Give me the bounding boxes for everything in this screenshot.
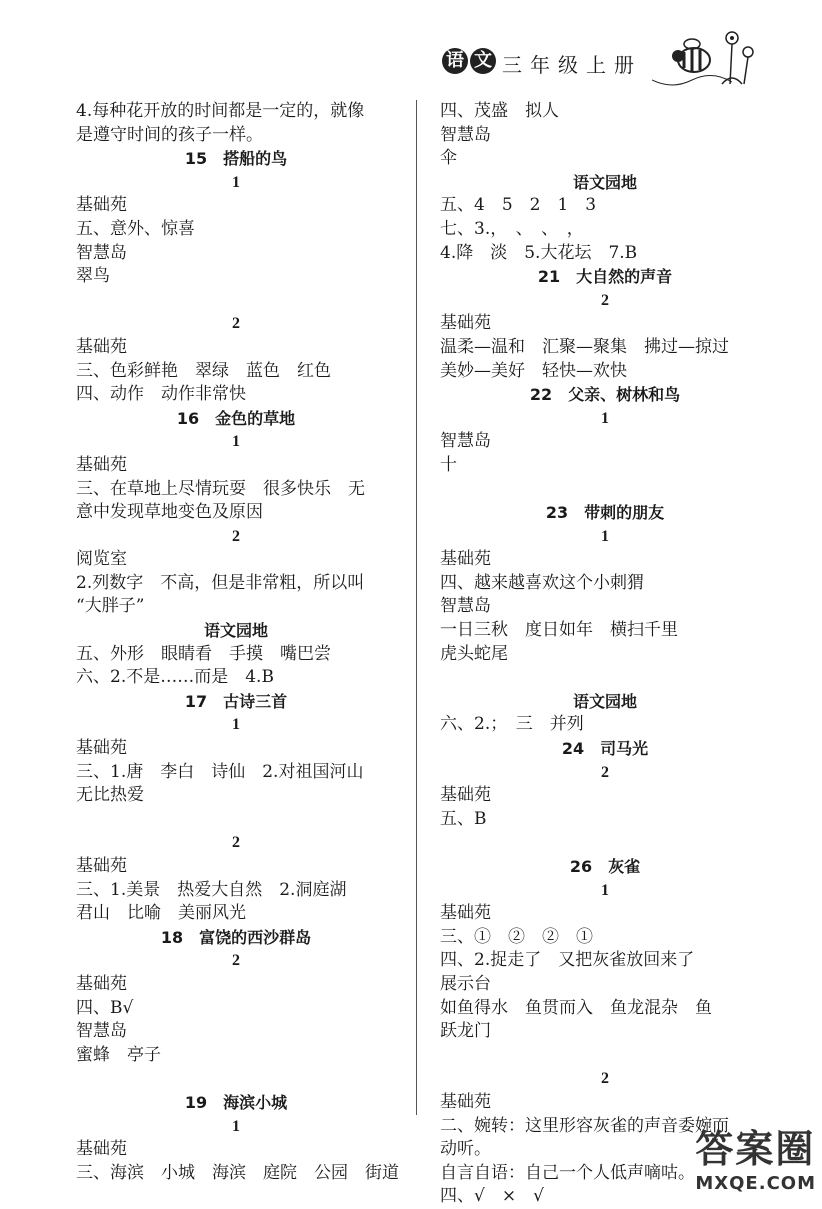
answer-line: 智慧岛 (440, 124, 491, 145)
section-number: 2 (232, 527, 240, 545)
spacer (440, 1044, 770, 1068)
answer-line: 基础苑 (440, 903, 491, 924)
answer-line: 一日三秋 度日如年 横扫千里 (440, 620, 678, 641)
lesson-title: 语文园地 (572, 172, 637, 192)
lesson-title: 21 大自然的声音 (537, 267, 673, 287)
lesson-title: 语文园地 (572, 691, 637, 711)
answer-line: 君山 比喻 美丽风光 (76, 903, 246, 924)
answer-line: 蜜蜂 亭子 (76, 1044, 161, 1065)
lesson-title: 15 搭船的鸟 (184, 149, 288, 169)
section-number: 2 (601, 291, 609, 309)
section-number: 2 (232, 315, 240, 333)
lesson-title: 23 带刺的朋友 (545, 503, 665, 523)
answer-line: 基础苑 (440, 785, 491, 806)
answer-line: 是遵守时间的孩子一样。 (76, 124, 263, 145)
answer-line: 温柔—温和 汇聚—聚集 拂过—掠过 (440, 336, 729, 357)
answer-line: 动听。 (440, 1139, 491, 1160)
answer-line: 如鱼得水 鱼贯而入 鱼龙混杂 鱼 (440, 997, 712, 1018)
answer-line: 七、3.， 、 、 ， (440, 218, 584, 239)
answer-line: 展示台 (440, 973, 491, 994)
answer-line: 基础苑 (440, 549, 491, 570)
watermark (695, 1118, 816, 1194)
page-header (442, 40, 762, 90)
section-number: 2 (601, 763, 609, 781)
answer-line: 六、2.； 三 并列 (440, 714, 584, 735)
lesson-title: 22 父亲、树林和鸟 (529, 385, 681, 405)
section-number: 2 (232, 834, 240, 852)
section-number: 1 (232, 1117, 240, 1135)
answer-line: 四、B√ (76, 997, 134, 1018)
section-number: 1 (232, 433, 240, 451)
spacer (440, 666, 770, 690)
watermark-text: 答案圈 (695, 1127, 816, 1171)
section-number: 1 (601, 527, 609, 545)
spacer (440, 478, 770, 502)
answer-line: 智慧岛 (76, 242, 127, 263)
answer-column-left (76, 100, 399, 1185)
answer-line: 三、1.唐 李白 诗仙 2.对祖国河山 (76, 761, 364, 782)
spacer (440, 831, 770, 855)
answer-line: 跃龙门 (440, 1021, 491, 1042)
lesson-title: 18 富饶的西沙群岛 (160, 927, 312, 947)
lesson-title: 语文园地 (203, 621, 268, 641)
answer-line: 五、B (440, 808, 487, 829)
answer-line: 无比热爱 (76, 785, 144, 806)
answer-line: 二、婉转：这里形容灰雀的声音委婉而 (440, 1115, 729, 1136)
answer-line: 基础苑 (440, 1091, 491, 1112)
answer-line: 六、2.不是……而是 4.B (76, 667, 274, 688)
answer-line: 四、越来越喜欢这个小刺猬 (440, 572, 644, 593)
spacer (76, 808, 396, 832)
answer-line: 十 (440, 454, 457, 475)
answer-line: 基础苑 (76, 454, 127, 475)
answer-line: 五、外形 眼睛看 手摸 嘴巴尝 (76, 643, 331, 664)
answer-line: 4.每种花开放的时间都是一定的，就像 (76, 101, 365, 121)
answer-line: 自言自语：自己一个人低声嘀咕。 (440, 1162, 695, 1183)
answer-line: 三、海滨 小城 海滨 庭院 公园 街道 (76, 1162, 399, 1183)
answer-line: 三、色彩鲜艳 翠绿 蓝色 红色 (76, 360, 331, 381)
lesson-title: 26 灰雀 (569, 857, 641, 876)
column-divider (416, 100, 417, 1115)
answer-line: 智慧岛 (440, 596, 491, 617)
answer-line: 基础苑 (76, 738, 127, 759)
answer-line: 四、茂盛 拟人 (440, 101, 559, 121)
section-number: 2 (232, 952, 240, 970)
subject-char: 文 (470, 48, 496, 74)
section-number: 1 (601, 409, 609, 427)
answer-line: 阅览室 (76, 549, 127, 570)
answer-line: 基础苑 (76, 856, 127, 876)
answer-line: 智慧岛 (440, 431, 491, 452)
answer-line: 基础苑 (76, 195, 127, 216)
subject-badge (442, 48, 496, 74)
answer-line: 虎头蛇尾 (440, 643, 508, 664)
answer-line: 伞 (440, 148, 457, 169)
grade-label: 三年级上册 (502, 53, 642, 77)
answer-line: 意中发现草地变色及原因 (76, 502, 263, 523)
answer-line: 4.降 淡 5.大花坛 7.B (440, 242, 638, 263)
answer-line: 四、动作 动作非常快 (76, 384, 246, 405)
section-number: 1 (232, 173, 240, 191)
lesson-title: 24 司马光 (561, 739, 649, 759)
answer-column-right (440, 100, 770, 1209)
answer-line: 三、① ② ② ① (440, 926, 593, 947)
answer-line: 三、1.美景 热爱大自然 2.洞庭湖 (76, 879, 347, 900)
section-number: 1 (232, 716, 240, 734)
answer-line: “大胖子” (76, 596, 145, 617)
section-number: 1 (601, 881, 609, 899)
answer-line: 三、在草地上尽情玩耍 很多快乐 无 (76, 478, 365, 499)
answer-line: 四、2.捉走了 又把灰雀放回来了 (440, 950, 695, 971)
lesson-title: 19 海滨小城 (184, 1092, 288, 1112)
section-number: 2 (601, 1070, 609, 1088)
spacer (76, 1067, 396, 1091)
lesson-title: 17 古诗三首 (184, 691, 288, 711)
spacer (76, 289, 396, 313)
answer-line: 2.列数字 不高，但是非常粗，所以叫 (76, 572, 365, 593)
answer-line: 智慧岛 (76, 1021, 127, 1042)
answer-line: 基础苑 (76, 1139, 127, 1160)
answer-line: 翠鸟 (76, 266, 110, 287)
subject-char: 语 (442, 48, 468, 74)
answer-line: 基础苑 (76, 336, 127, 357)
answer-line: 基础苑 (76, 973, 127, 994)
answer-line: 五、4 5 2 1 3 (440, 195, 597, 216)
answer-line: 基础苑 (440, 313, 491, 334)
answer-line: 四、√ × √ (440, 1186, 544, 1207)
watermark-url: MXQE.COM (695, 1173, 816, 1194)
answer-line: 五、意外、惊喜 (76, 218, 195, 239)
bee-flower-icon (652, 22, 762, 92)
answer-line: 美妙—美好 轻快—欢快 (440, 360, 627, 381)
lesson-title: 16 金色的草地 (176, 408, 296, 428)
